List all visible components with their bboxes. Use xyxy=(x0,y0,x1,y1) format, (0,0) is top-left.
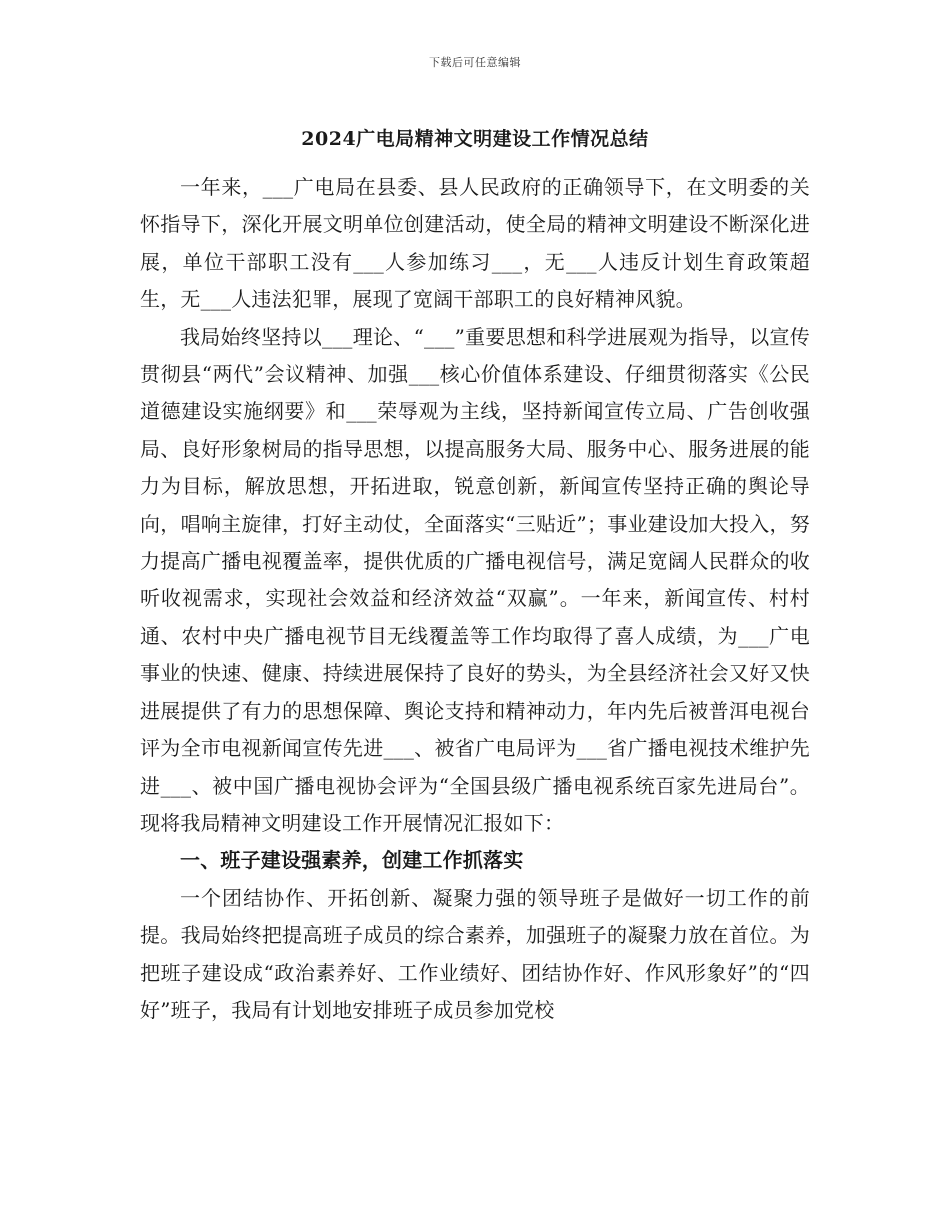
document-body xyxy=(140,169,810,1029)
section-heading: 一、班子建设强素养，创建工作抓落实 xyxy=(180,848,524,873)
paragraph-intro: 一年来，___广电局在县委、县人民政府的正确领导下，在文明委的关怀指导下，深化开展文明单位创建活动，使全局的精神文明建设不断深化进展，单位干部职工没有___人参加练习___，无___人违反计划生育政策超生，无___人违法犯罪，展现了宽阔干部职工的良好精神风貌。 xyxy=(140,175,810,312)
document-title: 2024广电局精神文明建设工作情况总结 xyxy=(301,128,649,150)
header-note: 下载后可任意编辑 xyxy=(429,56,521,69)
paragraph-guidance: 我局始终坚持以___理论、“___”重要思想和科学进展观为指导，以宣传贯彻县“两代”会议精神、加强___核心价值体系建设、仔细贯彻落实《公民道德建设实施纲要》和___荣辱观为主线，坚持新闻宣传立局、广告创收强局、良好形象树局的指导思想，以提高服务大局、服务中心、服务进展的能力为目标，解放思想，开拓进取，锐意创新，新闻宣传坚持正确的舆论导向，唱响主旋律，打好主动仗，全面落实“三贴近”；事业建设加大投入，努力提高广播电视覆盖率，提供优质的广播电视信号，满足宽阔人民群众的收听收视需求，实现社会效益和经济效益“双赢”。一年来，新闻宣传、村村通、农村中央广播电视节目无线覆盖等工作均取得了喜人成绩，为___广电事业的快速、健康、持续进展保持了良好的势头，为全县经济社会又好又快进展提供了有力的思想保障、舆论支持和精神动力，年内先后被普洱电视台评为全市电视新闻宣传先进___、被省广电局评为___省广播电视技术维护先进___、被中国广播电视协会评为“全国县级广播电视系统百家先进局台”。现将我局精神文明建设工作开展情况汇报如下： xyxy=(140,324,810,835)
paragraph-section-1: 一个团结协作、开拓创新、凝聚力强的领导班子是做好一切工作的前提。我局始终把提高班子成员的综合素养，加强班子的凝聚力放在首位。为把班子建设成“政治素养好、工作业绩好、团结协作好、作风形象好”的“四好”班子，我局有计划地安排班子成员参加党校 xyxy=(140,885,810,1022)
